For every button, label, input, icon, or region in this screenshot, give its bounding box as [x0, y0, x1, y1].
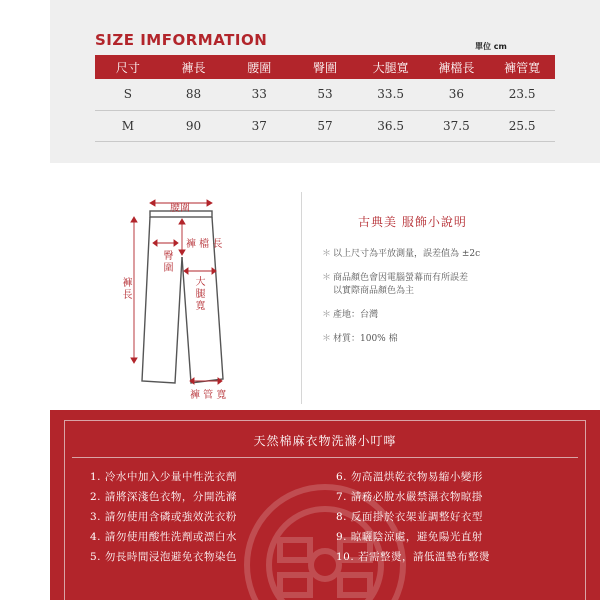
description-title: 古典美 服飾小說明 [358, 215, 467, 229]
header-thigh: 大腿寬 [358, 55, 424, 79]
size-info-title: SIZE IMFORMATION [95, 31, 268, 49]
table-row [95, 79, 555, 110]
header-length: 褲長 [161, 55, 227, 79]
cell-hem: 23.5 [489, 79, 555, 110]
cell-thigh: 33.5 [358, 79, 424, 110]
list-item: 6. 勿高溫烘乾衣物易縮小變形 [336, 471, 483, 483]
cell-rise: 37.5 [424, 110, 490, 141]
diagram-label-thigh: 大腿寬 [195, 277, 206, 312]
section-divider [301, 192, 302, 404]
note-text: 材質：100% 棉 [333, 334, 398, 344]
cell-size: S [95, 79, 161, 110]
header-hip: 臀圍 [292, 55, 358, 79]
diagram-label-length: 褲長 [122, 278, 133, 301]
header-rise: 褲檔長 [424, 55, 490, 79]
cell-hip: 53 [292, 79, 358, 110]
list-item [322, 248, 592, 261]
care-title: 天然棉麻衣物洗滌小叮嚀 [253, 434, 397, 448]
header-size: 尺寸 [95, 55, 161, 79]
cell-rise: 36 [424, 79, 490, 110]
cell-hip: 57 [292, 110, 358, 141]
care-list-right [336, 467, 490, 567]
description-notes [322, 248, 592, 357]
list-item: 2. 請將深淺色衣物，分開洗滌 [90, 491, 237, 503]
table-row [95, 110, 555, 141]
size-unit-label: 單位 cm [475, 42, 507, 51]
diagram-label-rise: 褲 檔 長 [186, 239, 223, 250]
list-item: 10. 若需整燙，請低溫墊布整燙 [336, 551, 491, 563]
diagram-label-hip: 臀圍 [163, 251, 174, 274]
note-text: 產地：台灣 [333, 310, 379, 320]
list-item: 9. 晾曬陰涼處，避免陽光直射 [336, 531, 483, 543]
size-table [95, 55, 555, 142]
asterisk-icon: ＊ [322, 310, 332, 320]
list-item [322, 333, 592, 346]
size-table-header-row [95, 55, 555, 79]
list-item: 3. 請勿使用含磷或強效洗衣粉 [90, 511, 237, 523]
care-instructions-section [50, 410, 600, 600]
care-list-left [90, 467, 237, 567]
header-waist: 腰圍 [226, 55, 292, 79]
cell-size: M [95, 110, 161, 141]
asterisk-icon: ＊ [322, 273, 332, 283]
list-item: 7. 請務必脫水嚴禁濕衣物晾掛 [336, 491, 483, 503]
note-text: 商品顏色會因電腦螢幕而有所誤差 以實際商品顏色為主 [333, 273, 469, 296]
pants-measurement-diagram [120, 185, 290, 415]
cell-hem: 25.5 [489, 110, 555, 141]
cell-length: 88 [161, 79, 227, 110]
note-text: 以上尺寸為平放測量，誤差值為 ±2c [333, 249, 481, 259]
list-item: 5. 勿長時間浸泡避免衣物染色 [90, 551, 237, 563]
diagram-label-hem: 褲 管 寬 [190, 390, 227, 401]
list-item [322, 309, 592, 322]
list-item: 1. 冷水中加入少量中性洗衣劑 [90, 471, 237, 483]
asterisk-icon: ＊ [322, 334, 332, 344]
list-item: 4. 請勿使用酸性洗劑或漂白水 [90, 531, 237, 543]
size-info-section [50, 0, 600, 163]
list-item [322, 272, 592, 298]
diagram-label-waist: 腰圍 [170, 203, 190, 214]
asterisk-icon: ＊ [322, 249, 332, 259]
header-hem: 褲管寬 [489, 55, 555, 79]
cell-thigh: 36.5 [358, 110, 424, 141]
care-divider [72, 457, 578, 458]
cell-length: 90 [161, 110, 227, 141]
cell-waist: 37 [226, 110, 292, 141]
cell-waist: 33 [226, 79, 292, 110]
list-item: 8. 反面掛於衣架並調整好衣型 [336, 511, 483, 523]
